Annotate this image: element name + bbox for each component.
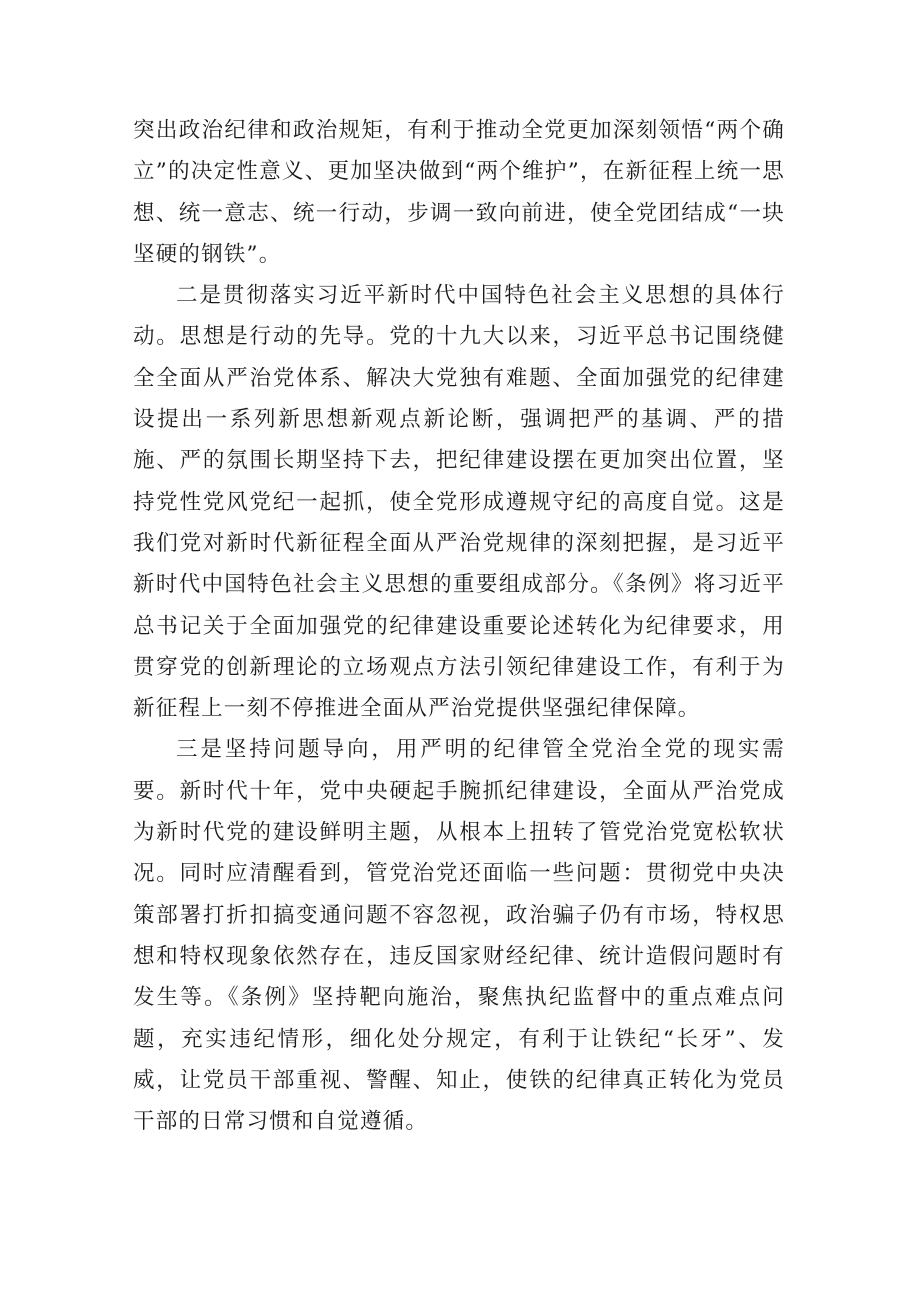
paragraph-point-three: 三是坚持问题导向，用严明的纪律管全党治全党的现实需要。新时代十年，党中央硬起手腕抓纪律建设，全面从严治党成为新时代党的建设鲜明主题，从根本上扭转了管党治党宽松软状况。同时应清醒看到，管党治党还面临一些问题：贯彻党中央决策部署打折扣搞变通问题不容忽视，政治骗子仍有市场，特权思想和特权现象依然存在，违反国家财经纪律、统计造假问题时有发生等。《条例》坚持靶向施治，聚焦执纪监督中的重点难点问题，充实违纪情形，细化处分规定，有利于让铁纪“长牙”、发威，让党员干部重视、警醒、知止，使铁的纪律真正转化为党员干部的日常习惯和自觉遵循。 — [133, 737, 785, 1135]
document-body — [133, 110, 785, 1142]
paragraph-point-two: 二是贯彻落实习近平新时代中国特色社会主义思想的具体行动。思想是行动的先导。党的十九大以来，习近平总书记围绕健全全面从严治党体系、解决大党独有难题、全面加强党的纪律建设提出一系列新思想新观点新论断，强调把严的基调、严的措施、严的氛围长期坚持下去，把纪律建设摆在更加突出位置，坚持党性党风党纪一起抓，使全党形成遵规守纪的高度自觉。这是我们党对新时代新征程全面从严治党规律的深刻把握，是习近平新时代中国特色社会主义思想的重要组成部分。《条例》将习近平总书记关于全面加强党的纪律建设重要论述转化为纪律要求，用贯穿党的创新理论的立场观点方法引领纪律建设工作，有利于为新征程上一刻不停推进全面从严治党提供坚强纪律保障。 — [133, 283, 785, 722]
paragraph-continuation: 突出政治纪律和政治规矩，有利于推动全党更加深刻领悟“两个确立”的决定性意义、更加坚决做到“两个维护”，在新征程上统一思想、统一意志、统一行动，步调一致向前进，使全党团结成“一块坚硬的钢铁”。 — [133, 118, 785, 267]
